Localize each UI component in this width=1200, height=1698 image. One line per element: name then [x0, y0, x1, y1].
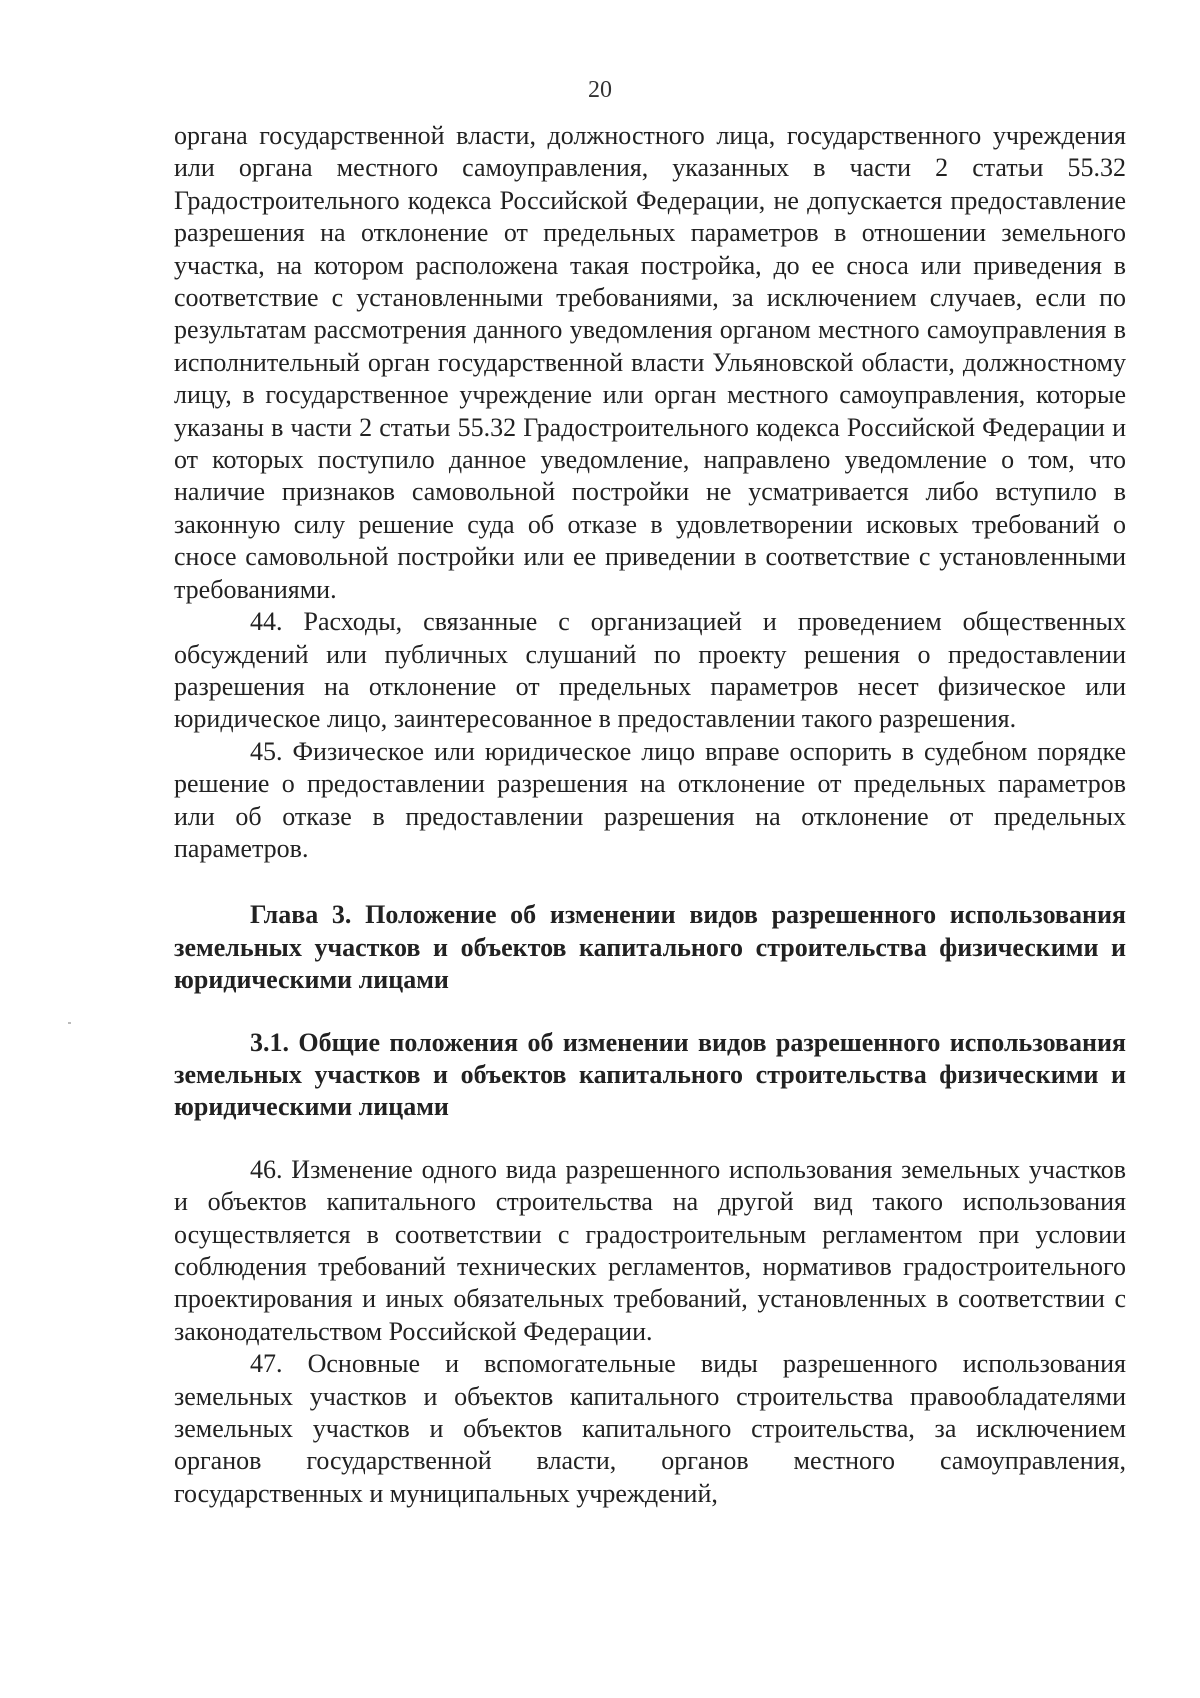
section-heading: 3.1. Общие положения об изменении видов разрешенного использования земельных участков и объектов капитального строительства физическими и юридическими лицами: [174, 1027, 1126, 1122]
paragraph-46: 46. Изменение одного вида разрешенного использования земельных участков и объектов капитального строительства на другой вид такого использования осуществляется в соответствии с градостроительным регламентом при условии соблюдения требований технических регламентов, нормативов градостроительного проектирования и иных обязательных требований, установленных в соответствии с законодательством Российской Федерации.: [174, 1154, 1126, 1346]
scan-artifact-dot: [68, 1022, 71, 1024]
paragraph-continuation: органа государственной власти, должностного лица, государственного учреждения или органа местного самоуправления, указанных в части 2 статьи 55.32 Градостроительного кодекса Российской Федерации, не допускается предоставление разрешения на отклонение от предельных параметров в отношении земельного участка, на котором расположена такая постройка, до ее сноса или приведения в соответствие с установленными требованиями, за исключением случаев, если по результатам рассмотрения данного уведомления органом местного самоуправления в исполнительный орган государственной власти Ульяновской области, должностному лицу, в государственное учреждение или орган местного самоуправления, которые указаны в части 2 статьи 55.32 Градостроительного кодекса Российской Федерации и от которых поступило данное уведомление, направлено уведомление о том, что наличие признаков самовольной постройки не усматривается либо вступило в законную силу решение суда об отказе в удовлетворении исковых требований о сносе самовольной постройки или ее приведении в соответствие с установленными требованиями.: [174, 121, 1126, 604]
document-body: [174, 120, 1126, 1510]
page-number: 20: [588, 77, 612, 103]
chapter-heading: Глава 3. Положение об изменении видов разрешенного использования земельных участков и объектов капитального строительства физическими и юридическими лицами: [174, 900, 1126, 995]
paragraph-47: 47. Основные и вспомогательные виды разрешенного использования земельных участков и объектов капитального строительства правообладателями земельных участков и объектов капитального строительства, за исключением органов государственной власти, органов местного самоуправления, государственных и муниципальных учреждений,: [174, 1349, 1126, 1508]
paragraph-44: 44. Расходы, связанные с организацией и проведением общественных обсуждений или публичных слушаний по проекту решения о предоставлении разрешения на отклонение от предельных параметров несет физическое или юридическое лицо, заинтересованное в предоставлении такого разрешения.: [174, 607, 1126, 734]
paragraph-45: 45. Физическое или юридическое лицо вправе оспорить в судебном порядке решение о предоставлении разрешения на отклонение от предельных параметров или об отказе в предоставлении разрешения на отклонение от предельных параметров.: [174, 736, 1126, 863]
